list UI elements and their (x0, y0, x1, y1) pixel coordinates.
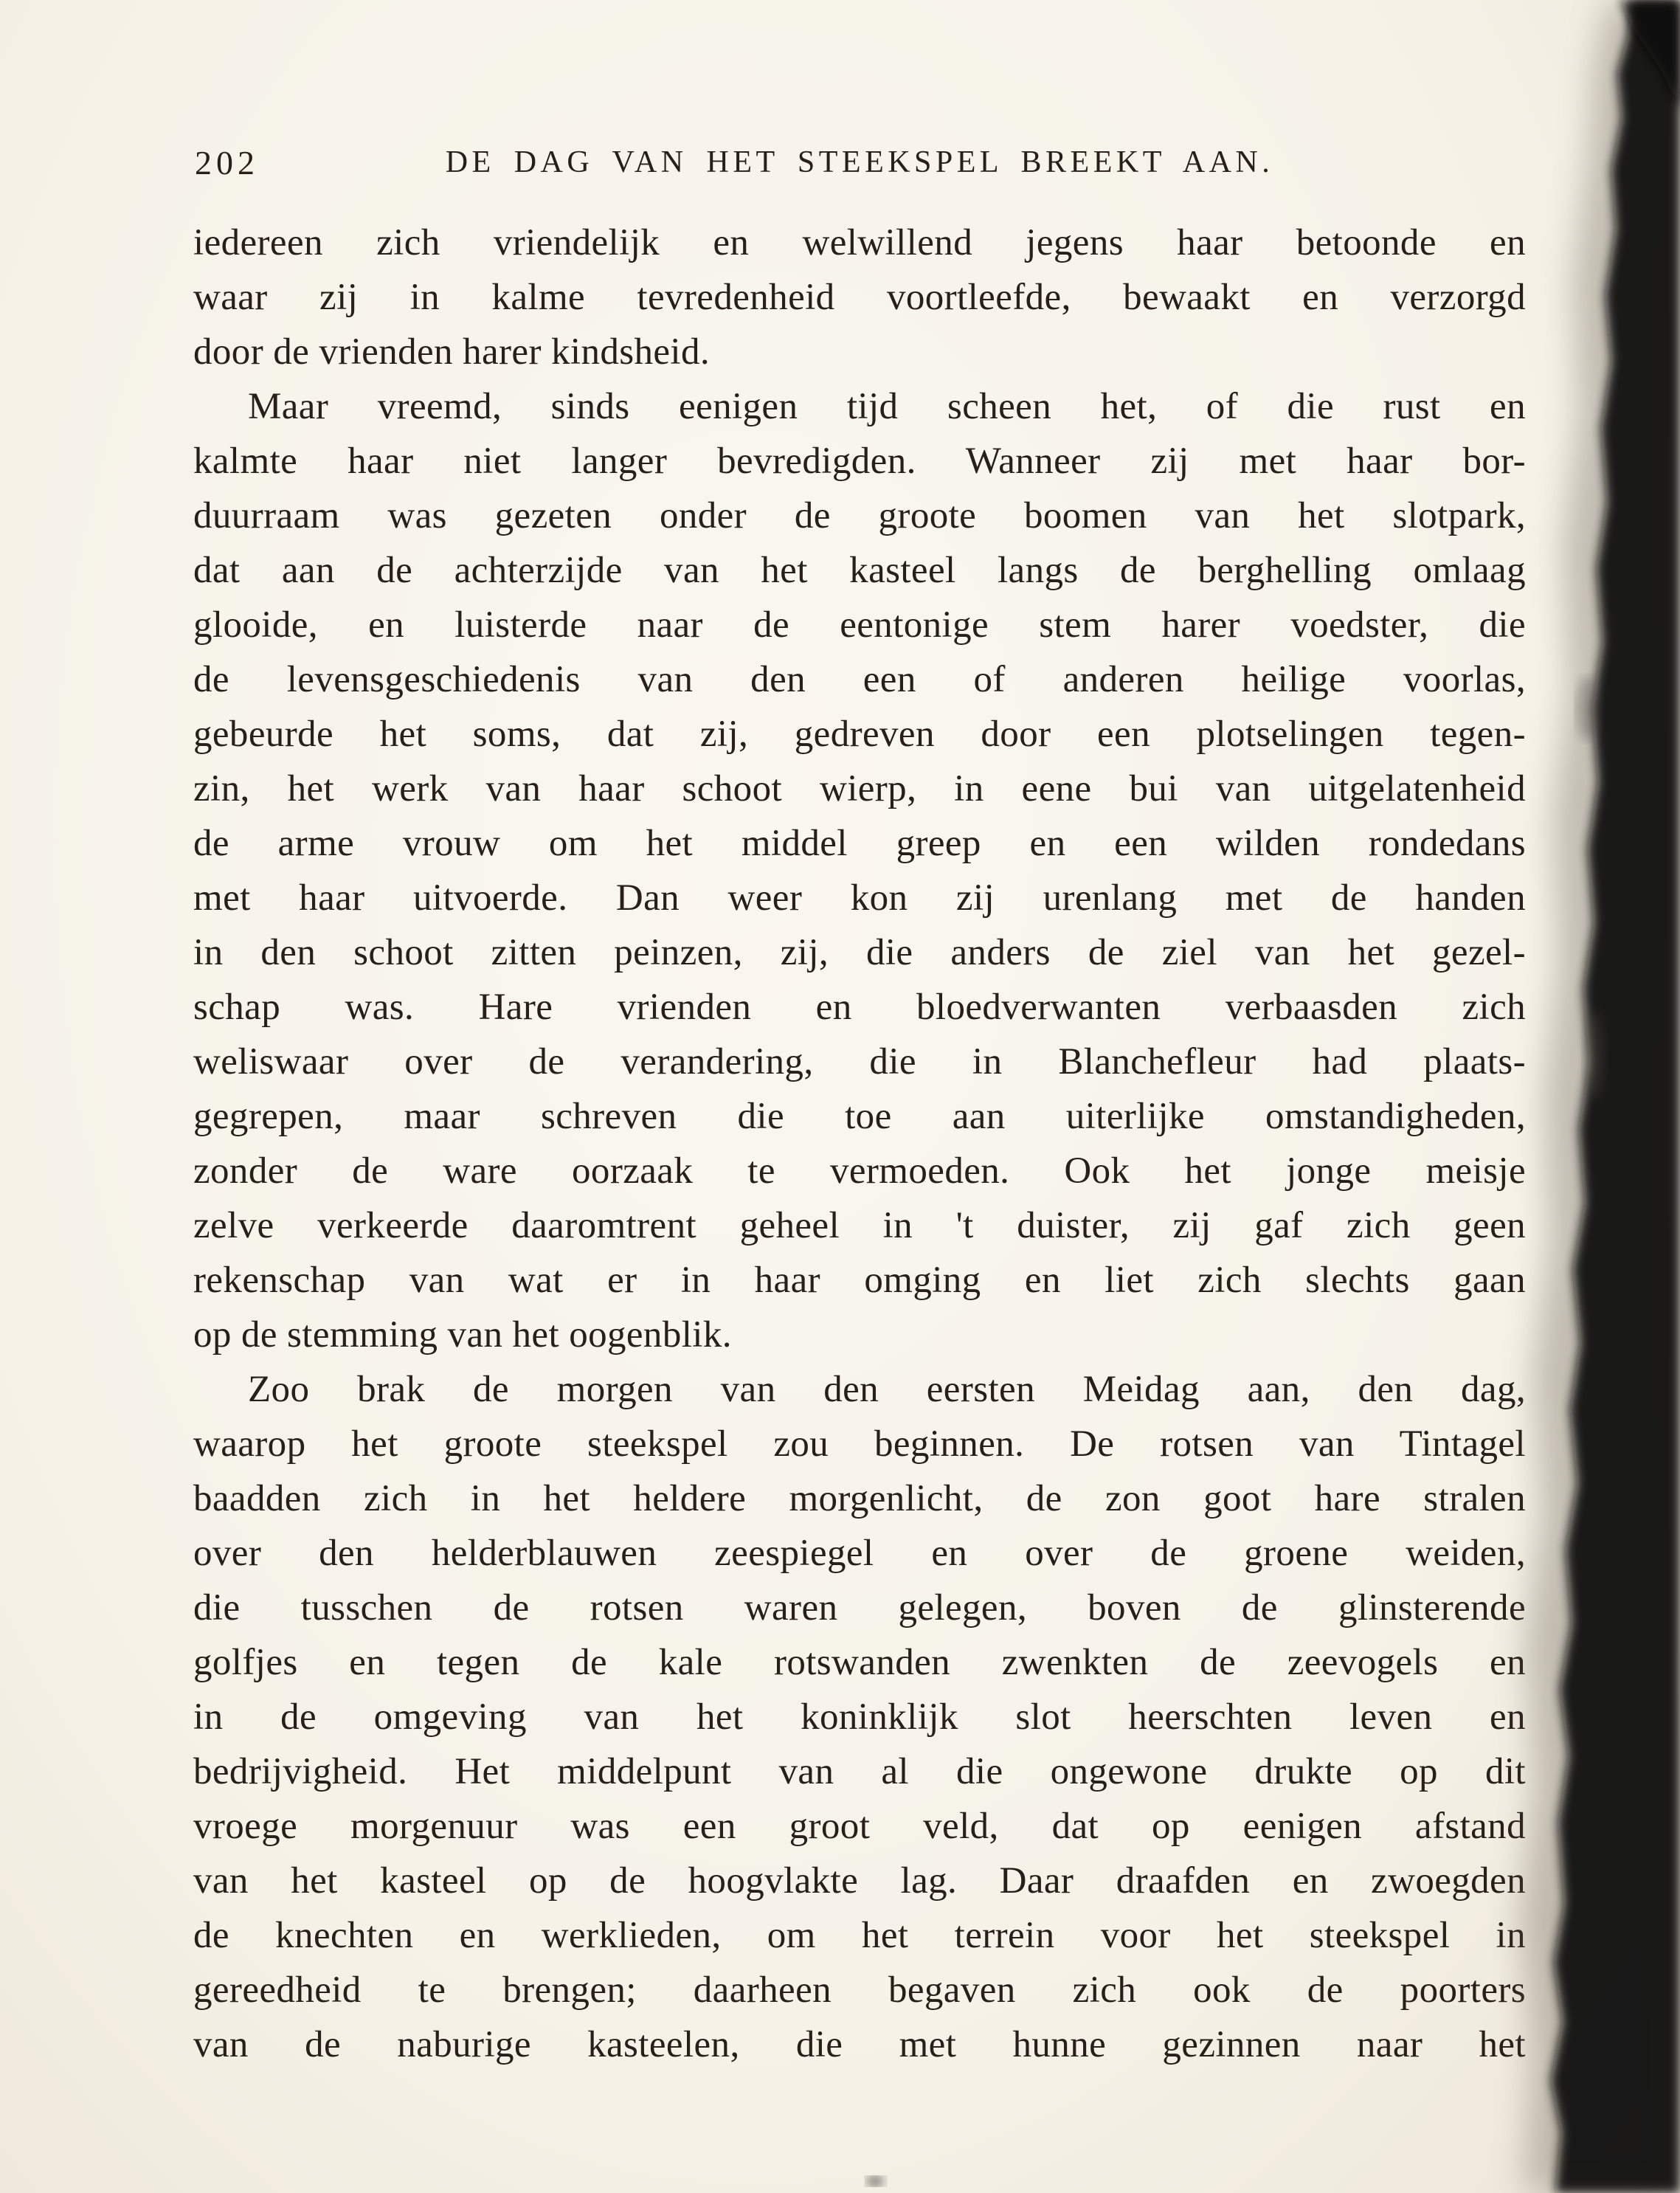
paragraph (193, 1362, 1526, 2072)
text-line: baadden zich in het heldere morgenlicht, de zon goot hare stralen (193, 1478, 1526, 1519)
text-line: waarop het groote steekspel zou beginnen. De rotsen van Tintagel (193, 1423, 1526, 1465)
text-line: gereedheid te brengen; daarheen begaven zich ook de poorters (193, 1969, 1526, 2011)
scan-corner-wedge (1620, 0, 1680, 111)
text-line: schap was. Hare vrienden en bloedverwanten verbaasden zich (193, 987, 1526, 1028)
page-body (193, 215, 1526, 2072)
text-line: zelve verkeerde daaromtrent geheel in 't duister, zij gaf zich geen (193, 1205, 1526, 1246)
text-line: die tusschen de rotsen waren gelegen, boven de glinsterende (193, 1587, 1526, 1629)
text-line: dat aan de achterzijde van het kasteel langs de berghelling omlaag (193, 550, 1526, 591)
text-line: rekenschap van wat er in haar omging en liet zich slechts gaan (193, 1260, 1526, 1301)
text-line: vroege morgenuur was een groot veld, dat op eenigen afstand (193, 1806, 1526, 1847)
text-line: iedereen zich vriendelijk en welwillend jegens haar betoonde en (193, 222, 1526, 263)
text-line: van de naburige kasteelen, die met hunne gezinnen naar het (193, 2024, 1526, 2065)
text-line: golfjes en tegen de kale rotswanden zwenkten de zeevogels en (193, 1642, 1526, 1683)
text-line: zin, het werk van haar schoot wierp, in eene bui van uitgelatenheid (193, 768, 1526, 809)
text-line: glooide, en luisterde naar de eentonige stem harer voedster, die (193, 604, 1526, 646)
scan-edge-band (1551, 0, 1680, 2193)
text-line: duurraam was gezeten onder de groote boomen van het slotpark, (193, 495, 1526, 536)
page-number: 202 (195, 144, 259, 182)
text-line: over den helderblauwen zeespiegel en over de groene weiden, (193, 1533, 1526, 1574)
text-line: met haar uitvoerde. Dan weer kon zij urenlang met de handen (193, 877, 1526, 919)
paragraph (193, 379, 1526, 1362)
text-line: de knechten en werklieden, om het terrein voor het steekspel in (193, 1915, 1526, 1956)
text-line: waar zij in kalme tevredenheid voortleefde, bewaakt en verzorgd (193, 277, 1526, 318)
text-line: gegrepen, maar schreven die toe aan uiterlijke omstandigheden, (193, 1096, 1526, 1137)
scan-edge-penumbra (1520, 0, 1680, 2193)
text-line: weliswaar over de verandering, die in Blanchefleur had plaats- (193, 1041, 1526, 1082)
scan-speck (866, 2176, 884, 2186)
scan-smudge (1576, 676, 1600, 741)
text-line: zonder de ware oorzaak te vermoeden. Ook het jonge meisje (193, 1150, 1526, 1192)
text-line: Zoo brak de morgen van den eersten Meidag aan, den dag, (248, 1369, 1526, 1410)
text-line: in den schoot zitten peinzen, zij, die anders de ziel van het gezel- (193, 932, 1526, 973)
text-line: op de stemming van het oogenblik. (193, 1314, 732, 1355)
text-line: door de vrienden harer kindsheid. (193, 331, 711, 373)
text-line: de levensgeschiedenis van den een of anderen heilige voorlas, (193, 659, 1526, 700)
text-line: bedrijvigheid. Het middelpunt van al die ongewone drukte op dit (193, 1751, 1526, 1792)
text-line: van het kasteel op de hoogvlakte lag. Daar draafden en zwoegden (193, 1860, 1526, 1902)
text-line: gebeurde het soms, dat zij, gedreven door een plotselingen tegen- (193, 714, 1526, 755)
text-line: de arme vrouw om het middel greep en een wilden rondedans (193, 823, 1526, 864)
scan-smudge (1583, 1011, 1604, 1099)
text-line: Maar vreemd, sinds eenigen tijd scheen het, of die rust en (248, 386, 1526, 427)
running-title: DE DAG VAN HET STEEKSPEL BREEKT AAN. (445, 145, 1274, 179)
paragraph (193, 215, 1526, 379)
page-header (193, 139, 1526, 193)
text-line: in de omgeving van het koninklijk slot heerschten leven en (193, 1696, 1526, 1738)
text-line: kalmte haar niet langer bevredigden. Wanneer zij met haar bor- (193, 441, 1526, 482)
page-content (193, 139, 1526, 2072)
